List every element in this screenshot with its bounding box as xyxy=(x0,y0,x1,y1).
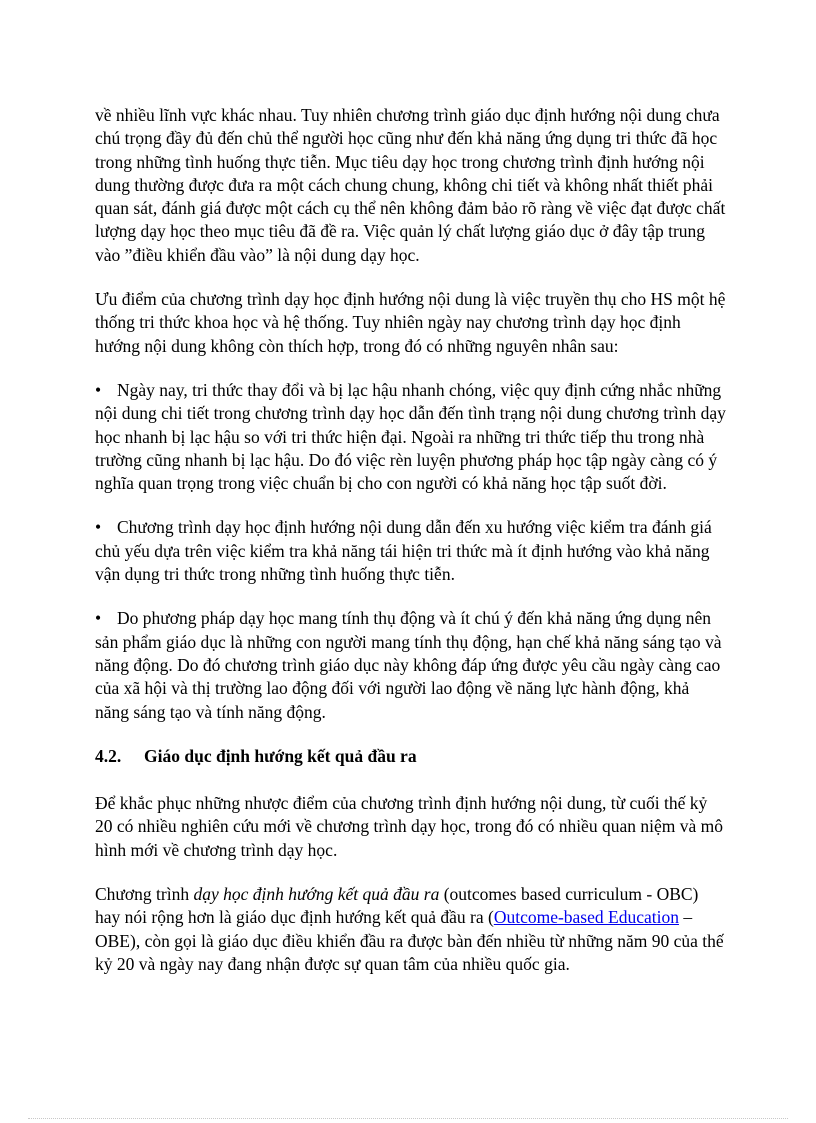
bullet-symbol: • xyxy=(95,608,102,629)
outcome-based-education-link[interactable]: Outcome-based Education xyxy=(493,907,679,928)
bullet-text: Do phương pháp dạy học mang tính thụ động và ít chú ý đến khả năng ứng dụng nên sản phẩm giáo dục là những con người mang tính thụ động, hạn chế khả năng sáng tạo và năng động. Do đó chương trình giáo dục này không đáp ứng được yêu cầu ngày càng cao của xã hội và thị trường lao động đối với người lao động về năng lực hành động, khả năng sáng tạo và tính năng động. xyxy=(95,608,722,722)
obc-text-part1: Chương trình xyxy=(95,884,194,905)
section-title: Giáo dục định hướng kết quả đầu ra xyxy=(144,745,417,766)
obc-text-part3: – OBE), còn gọi là giáo dục điều khiển đầu ra được bàn đến nhiều từ những năm 90 của thế kỷ 20 và ngày nay đang nhận được sự quan tâm của nhiều quốc gia. xyxy=(95,907,724,974)
obc-italic-term: dạy học định hướng kết quả đầu ra xyxy=(193,884,440,905)
bullet-text: Chương trình dạy học định hướng nội dung dẫn đến xu hướng việc kiểm tra đánh giá chủ yếu dựa trên việc kiểm tra khả năng tái hiện tri thức mà ít định hướng vào khả năng vận dụng tri thức trong những tình huống thực tiễn. xyxy=(95,517,712,585)
bullet-item-assessment xyxy=(95,516,727,586)
bullet-item-passive-learning xyxy=(95,607,727,723)
page-footer-divider xyxy=(28,1118,788,1119)
paragraph-overcoming-limitations: Để khắc phục những nhược điểm của chương trình định hướng nội dung, từ cuối thế kỷ 20 có nhiều nghiên cứu mới về chương trình dạy học, trong đó có nhiều quan niệm và mô hình mới về chương trình dạy học. xyxy=(95,793,723,860)
paragraph-obc-definition xyxy=(95,883,727,976)
paragraph-content-limitations: về nhiều lĩnh vực khác nhau. Tuy nhiên chương trình giáo dục định hướng nội dung chưa chú trọng đầy đủ đến chủ thể người học cũng như đến khả năng ứng dụng tri thức đã học trong những tình huống thực tiễn. Mục tiêu dạy học trong chương trình định hướng nội dung thường được đưa ra một cách chung chung, không chi tiết và không nhất thiết phải quan sát, đánh giá được một cách cụ thể nên không đảm bảo rõ ràng về việc đạt được chất lượng dạy học theo mục tiêu đã đề ra. Việc quản lý chất lượng giáo dục ở đây tập trung vào ”điều khiển đầu vào” là nội dung dạy học. xyxy=(95,105,726,265)
bullet-item-outdated-knowledge xyxy=(95,379,727,495)
obc-text-part2: (outcomes based curriculum - OBC) hay nói rộng hơn là giáo dục định hướng kết quả đầu ra ( xyxy=(95,884,699,928)
section-number: 4.2. xyxy=(95,745,122,766)
section-heading xyxy=(95,745,727,768)
bullet-symbol: • xyxy=(95,517,102,538)
bullet-symbol: • xyxy=(95,379,102,400)
document-page xyxy=(95,104,727,997)
bullet-text: Ngày nay, tri thức thay đổi và bị lạc hậu nhanh chóng, việc quy định cứng nhắc những nội dung chi tiết trong chương trình dạy học dẫn đến tình trạng nội dung chương trình dạy học nhanh bị lạc hậu so với tri thức hiện đại. Ngoài ra những tri thức tiếp thu trong nhà trường cũng nhanh bị lạc hậu. Do đó việc rèn luyện phương pháp học tập ngày càng có ý nghĩa quan trọng trong việc chuẩn bị cho con người có khả năng học tập suốt đời. xyxy=(95,379,726,494)
paragraph-advantages: Ưu điểm của chương trình dạy học định hướng nội dung là việc truyền thụ cho HS một hệ thống tri thức khoa học và hệ thống. Tuy nhiên ngày nay chương trình dạy học định hướng nội dung không còn thích hợp, trong đó có những nguyên nhân sau: xyxy=(95,289,726,356)
